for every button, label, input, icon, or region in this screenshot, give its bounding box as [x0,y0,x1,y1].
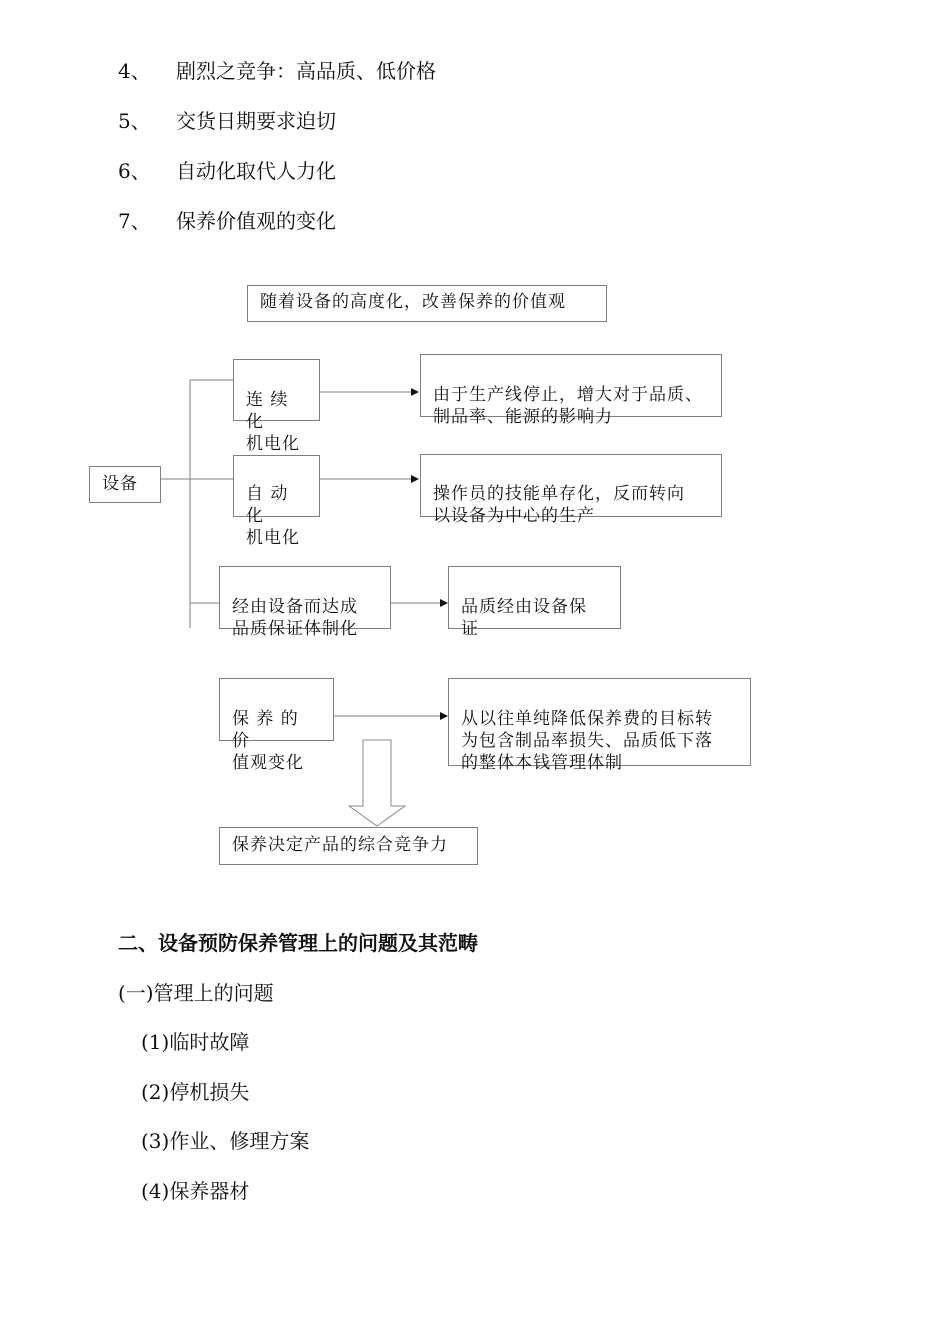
branch-box-1 [233,359,320,454]
diagram-title-box [247,285,607,322]
list-text: 交货日期要求迫切 [176,109,336,133]
list-number: 6、 [118,159,151,183]
conclusion-text: 保养决定产品的综合竞争力 [232,835,448,855]
problem-item: (3)作业、修理方案 [141,1129,310,1153]
list-text: 保养价值观的变化 [176,209,336,233]
branch-box-2 [233,455,320,548]
value-change-result-box [448,678,751,773]
value-change-box [219,678,334,773]
result-text: 品质经由设备保 证 [461,597,587,639]
section-heading: 二、设备预防保养管理上的问题及其范畴 [118,931,478,955]
result-text: 操作员的技能单存化，反而转向 以设备为中心的生产 [433,484,685,526]
branch-label: 经由设备而达成 品质保证体制化 [232,597,358,639]
result-text: 由于生产线停止，增大对于品质、 制品率、能源的影响力 [433,385,703,427]
branch-box-3 [219,566,391,639]
list-number: 4、 [118,59,151,83]
list-text: 剧烈之竞争：高品质、低价格 [176,59,436,83]
list-number: 7、 [118,209,151,233]
root-label: 设备 [102,474,138,494]
root-box [89,466,161,503]
list-text: 自动化取代人力化 [176,159,336,183]
section-subheading: (一)管理上的问题 [118,981,274,1005]
value-change-result: 从以往单纯降低保养费的目标转 为包含制品率损失、品质低下落 的整体本钱管理体制 [461,709,713,773]
result-box-1 [420,354,722,427]
problem-item: (2)停机损失 [141,1080,250,1104]
diagram-title: 随着设备的高度化，改善保养的价值观 [260,292,566,312]
conclusion-box [219,827,478,865]
branch-label: 连 续 化 机电化 [246,390,300,454]
list-number: 5、 [118,109,151,133]
result-box-3 [448,566,621,639]
problem-item: (4)保养器材 [141,1179,250,1203]
problem-item: (1)临时故障 [141,1030,250,1054]
down-arrow [349,740,405,826]
result-box-2 [420,454,722,526]
value-change-label: 保 养 的 价 值观变化 [232,709,304,773]
branch-label: 自 动 化 机电化 [246,484,300,548]
